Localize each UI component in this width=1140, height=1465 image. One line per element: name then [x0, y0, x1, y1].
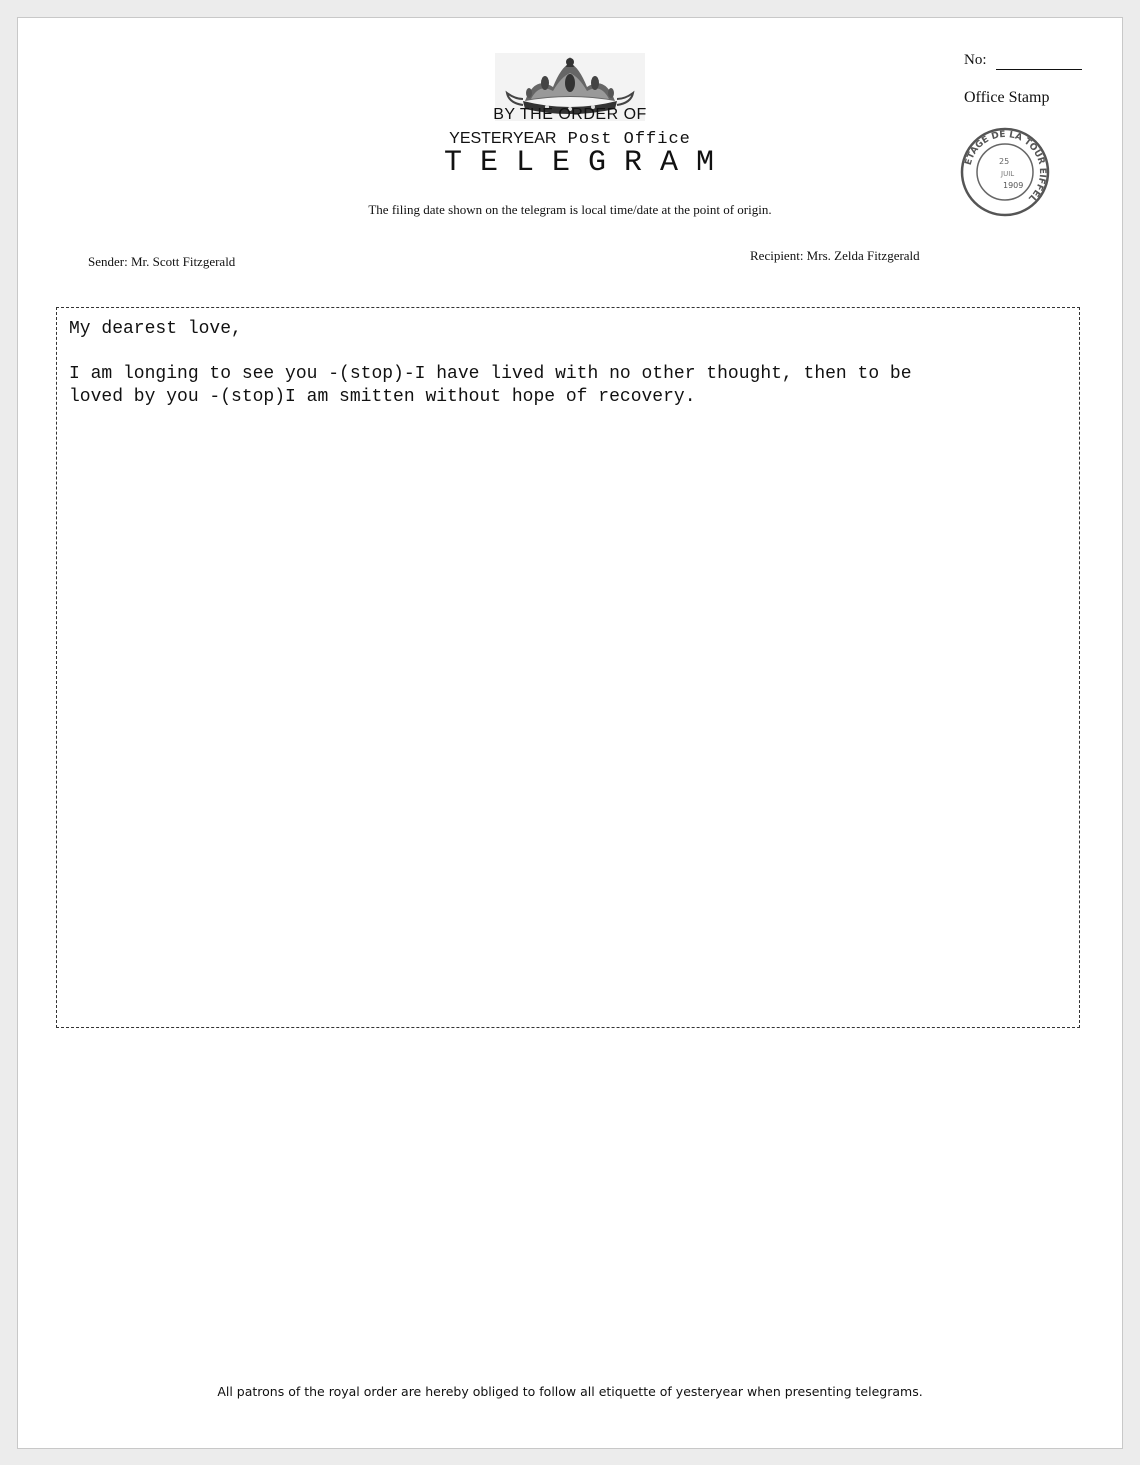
- header-order-line: BY THE ORDER OF: [493, 106, 647, 123]
- postmark-stamp-icon: [959, 126, 1051, 218]
- number-label: No:: [964, 52, 987, 68]
- sender-label: Sender: Mr. Scott Fitzgerald: [88, 254, 236, 269]
- stamp-date-month: JUIL: [1001, 170, 1015, 178]
- recipient-label: Recipient: Mrs. Zelda Fitzgerald: [750, 248, 920, 263]
- message-box[interactable]: [56, 307, 1080, 1028]
- message-salutation: My dearest love,: [69, 319, 242, 339]
- filing-date-note: The filing date shown on the telegram is local time/date at the point of origin.: [368, 202, 772, 217]
- number-field[interactable]: [996, 69, 1082, 70]
- stamp-ring-text: ETAGE DE LA TOUR EIFFEL: [963, 129, 1048, 204]
- telegram-page: [17, 17, 1123, 1449]
- stamp-date-day: 25: [999, 157, 1010, 166]
- stamp-date-year: 1909: [1003, 181, 1024, 190]
- header-post-office: Post Office: [556, 130, 691, 149]
- message-body-line-2: loved by you -(stop)I am smitten without hope of recovery.: [69, 387, 696, 407]
- message-body-line-1: I am longing to see you -(stop)-I have lived with no other thought, then to be: [69, 364, 912, 384]
- telegram-title: TELEGRAM: [443, 146, 733, 180]
- header-yesteryear: YESTERYEAR: [449, 130, 557, 147]
- office-stamp-label: Office Stamp: [964, 89, 1050, 106]
- footer-etiquette-note: All patrons of the royal order are hereby obliged to follow all etiquette of yesteryear when presenting telegrams.: [217, 1384, 923, 1399]
